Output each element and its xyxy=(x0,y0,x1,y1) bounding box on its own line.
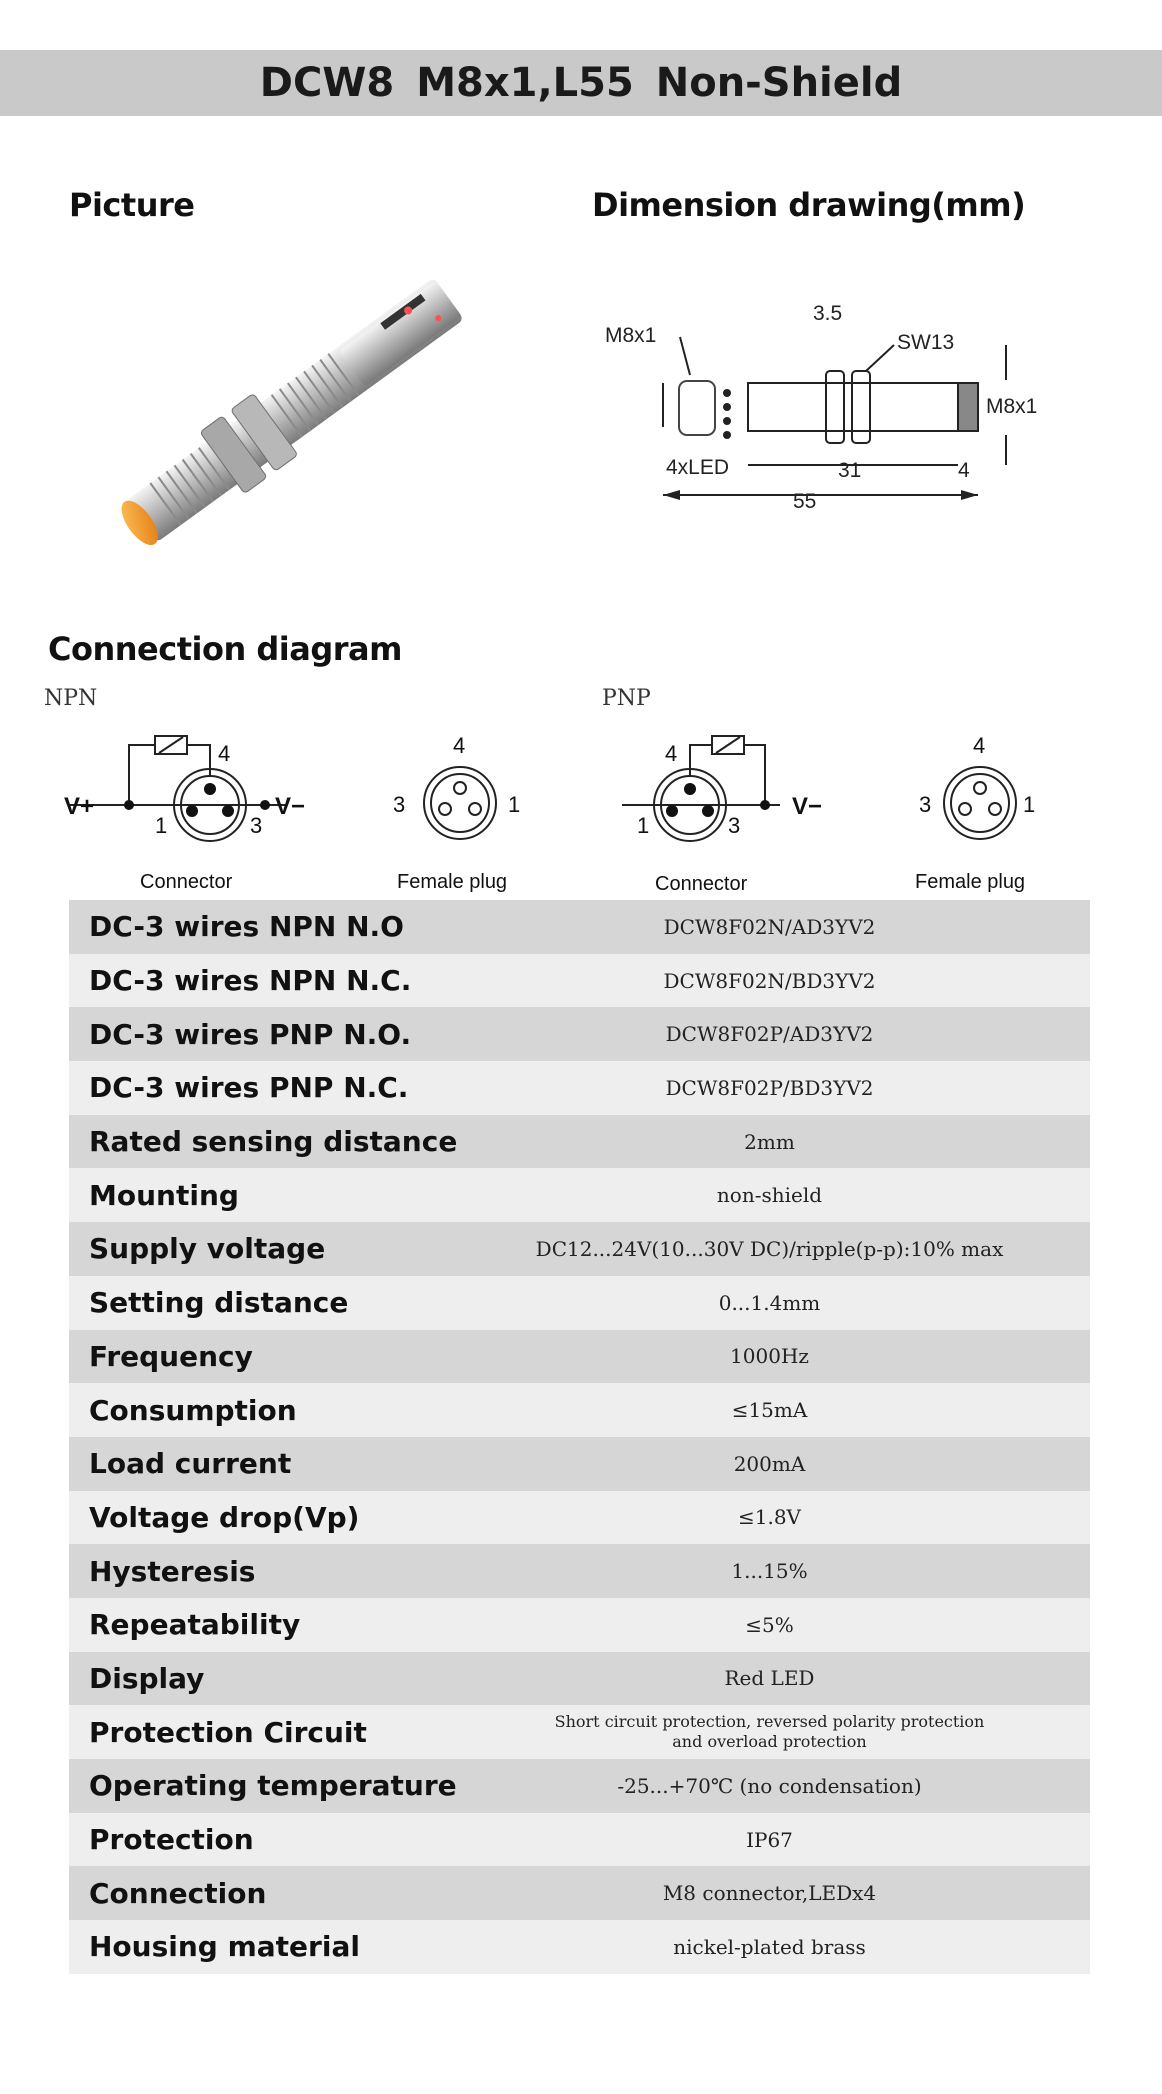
pnp-vminus: V− xyxy=(792,793,823,820)
npn-connector-caption: Connector xyxy=(140,871,233,893)
pnp-pin4: 4 xyxy=(665,741,678,766)
table-row xyxy=(69,1491,1090,1545)
table-row xyxy=(69,1705,1090,1759)
spec-value-line: and overload protection xyxy=(672,1732,867,1752)
sensor-photo xyxy=(100,260,490,560)
table-row xyxy=(69,1759,1090,1813)
dimension-drawing xyxy=(600,285,1050,525)
table-row xyxy=(69,1276,1090,1330)
dimension-heading: Dimension drawing(mm) xyxy=(592,186,1026,224)
spec-label: DC-3 wires PNP N.C. xyxy=(69,1061,479,1115)
dim-wrench: SW13 xyxy=(897,331,955,354)
spec-label: DC-3 wires NPN N.C. xyxy=(69,954,479,1008)
dim-thread-right: M8x1 xyxy=(986,395,1038,418)
dim-tip-length: 4 xyxy=(958,459,970,482)
pnp-pin3: 3 xyxy=(728,813,741,838)
table-row xyxy=(69,1544,1090,1598)
spec-label: Frequency xyxy=(69,1330,479,1384)
spec-value: DCW8F02N/AD3YV2 xyxy=(479,900,1090,954)
table-row xyxy=(69,1813,1090,1867)
npn-female-plug-diagram xyxy=(385,725,535,900)
spec-value: DCW8F02P/BD3YV2 xyxy=(479,1061,1090,1115)
npn-pin1: 1 xyxy=(155,813,168,838)
table-row xyxy=(69,1115,1090,1169)
table-row xyxy=(69,1007,1090,1061)
table-row xyxy=(69,1920,1090,1974)
connection-heading: Connection diagram xyxy=(48,630,402,668)
pnp-plug-pin4: 4 xyxy=(973,733,986,758)
pnp-female-plug-diagram xyxy=(905,725,1055,900)
page-title: DCW8 M8x1,L55 Non-Shield xyxy=(0,50,1162,116)
dim-total-length: 55 xyxy=(793,490,817,513)
npn-vplus: V+ xyxy=(64,793,95,820)
spec-value: non-shield xyxy=(479,1168,1090,1222)
pnp-connector-diagram xyxy=(610,725,860,900)
dim-led: 4xLED xyxy=(666,456,730,479)
npn-pin3: 3 xyxy=(250,813,263,838)
spec-value: 2mm xyxy=(479,1115,1090,1169)
spec-value-line: Short circuit protection, reversed polarity protection xyxy=(554,1712,985,1732)
spec-value: 0...1.4mm xyxy=(479,1276,1090,1330)
pnp-label: PNP xyxy=(602,686,651,711)
spec-label: Operating temperature xyxy=(69,1759,479,1813)
spec-label: Protection Circuit xyxy=(69,1705,479,1759)
spec-label: Load current xyxy=(69,1437,479,1491)
spec-label: Rated sensing distance xyxy=(69,1115,479,1169)
spec-label: Protection xyxy=(69,1813,479,1867)
spec-label: Supply voltage xyxy=(69,1222,479,1276)
pnp-pin1: 1 xyxy=(637,813,650,838)
plug-pin4: 4 xyxy=(453,733,466,758)
spec-value: Red LED xyxy=(479,1652,1090,1706)
table-row xyxy=(69,1168,1090,1222)
pnp-plug-caption: Female plug xyxy=(915,871,1026,893)
spec-value: IP67 xyxy=(479,1813,1090,1867)
spec-value: DCW8F02N/BD3YV2 xyxy=(479,954,1090,1008)
table-row xyxy=(69,1866,1090,1920)
spec-label: Mounting xyxy=(69,1168,479,1222)
picture-heading: Picture xyxy=(69,186,195,224)
spec-value: 1...15% xyxy=(479,1544,1090,1598)
table-row xyxy=(69,1222,1090,1276)
table-row xyxy=(69,1652,1090,1706)
table-row xyxy=(69,1598,1090,1652)
dim-nut-width: 3.5 xyxy=(813,302,843,325)
table-row xyxy=(69,1330,1090,1384)
spec-label: Housing material xyxy=(69,1920,479,1974)
npn-vminus: V− xyxy=(275,793,306,820)
dim-thread-left: M8x1 xyxy=(605,324,657,347)
dim-body-length: 31 xyxy=(838,459,862,482)
plug-pin3: 3 xyxy=(393,792,406,817)
pnp-plug-pin1: 1 xyxy=(1023,792,1036,817)
plug-pin1: 1 xyxy=(508,792,521,817)
table-row xyxy=(69,1437,1090,1491)
spec-label: Hysteresis xyxy=(69,1544,479,1598)
spec-value xyxy=(479,1705,1090,1759)
spec-value: ≤15mA xyxy=(479,1383,1090,1437)
spec-value: nickel-plated brass xyxy=(479,1920,1090,1974)
table-row xyxy=(69,954,1090,1008)
spec-value: DC12...24V(10...30V DC)/ripple(p-p):10% max xyxy=(479,1222,1090,1276)
table-row xyxy=(69,1383,1090,1437)
spec-value: ≤1.8V xyxy=(479,1491,1090,1545)
spec-label: Repeatability xyxy=(69,1598,479,1652)
spec-label: Consumption xyxy=(69,1383,479,1437)
spec-value: DCW8F02P/AD3YV2 xyxy=(479,1007,1090,1061)
spec-label: Setting distance xyxy=(69,1276,479,1330)
npn-label: NPN xyxy=(44,686,98,711)
spec-table xyxy=(69,900,1090,1974)
spec-value: M8 connector,LEDx4 xyxy=(479,1866,1090,1920)
table-row xyxy=(69,900,1090,954)
pnp-connector-caption: Connector xyxy=(655,873,748,895)
pnp-plug-pin3: 3 xyxy=(919,792,932,817)
table-row xyxy=(69,1061,1090,1115)
npn-connector-diagram xyxy=(55,725,345,900)
spec-label: DC-3 wires NPN N.O xyxy=(69,900,479,954)
spec-label: Display xyxy=(69,1652,479,1706)
spec-value: -25...+70℃ (no condensation) xyxy=(479,1759,1090,1813)
npn-plug-caption: Female plug xyxy=(397,871,508,893)
spec-label: Connection xyxy=(69,1866,479,1920)
spec-label: DC-3 wires PNP N.O. xyxy=(69,1007,479,1061)
spec-value: 1000Hz xyxy=(479,1330,1090,1384)
spec-value: 200mA xyxy=(479,1437,1090,1491)
spec-label: Voltage drop(Vp) xyxy=(69,1491,479,1545)
spec-value: ≤5% xyxy=(479,1598,1090,1652)
npn-pin4: 4 xyxy=(218,741,231,766)
